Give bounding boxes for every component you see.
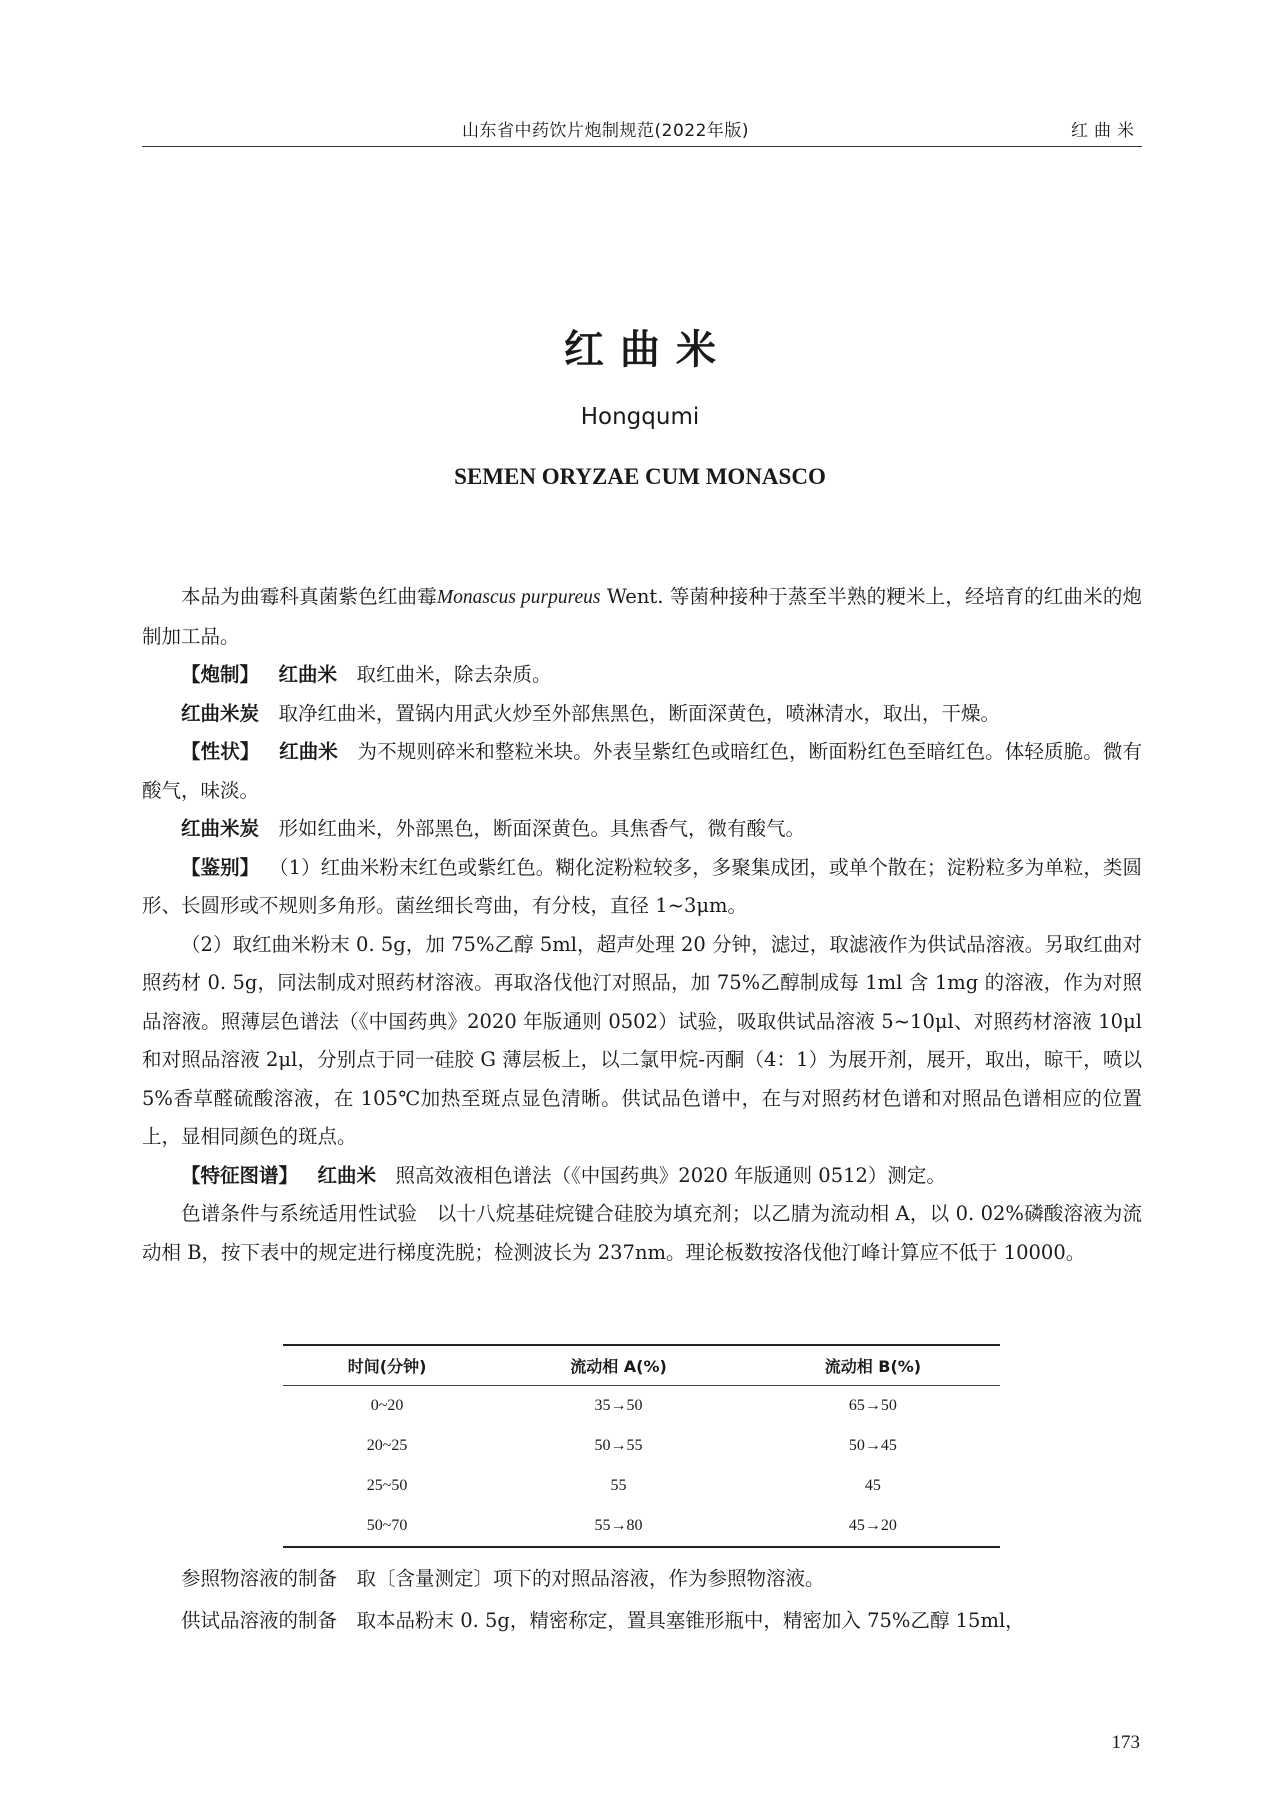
processing-charcoal-paragraph: 红曲米炭 取净红曲米，置锅内用武火炒至外部焦黑色，断面深黄色，喷淋清水，取出，干燥。 — [181, 701, 1001, 725]
section-heading: 【炮制】 — [181, 663, 260, 686]
table-row — [283, 1466, 1000, 1506]
section-heading: 【鉴别】 — [181, 855, 260, 879]
sample-prep-paragraph: 供试品溶液的制备 取本品粉末 0. 5g，精密称定，置具塞锥形瓶中，精密加入 75%乙醇 15ml， — [181, 1609, 1025, 1632]
table-cell: 55 — [610, 1477, 627, 1494]
entry-name: 红曲米 — [1071, 121, 1140, 141]
subheading: 红曲米炭 — [181, 817, 260, 840]
reference-prep-paragraph: 参照物溶液的制备 取〔含量测定〕项下的对照品溶液，作为参照物溶液。 — [181, 1567, 825, 1590]
subheading: 红曲米 — [317, 1163, 377, 1187]
table-cell: 50→55 — [594, 1437, 643, 1454]
post-table-text — [142, 1558, 1142, 1642]
table-cell: 65→50 — [848, 1397, 897, 1414]
table-row — [283, 1506, 1000, 1547]
pinyin-name: Hongqumi — [580, 404, 700, 430]
subheading: 参照物溶液的制备 — [181, 1567, 338, 1590]
table-cell: 25~50 — [366, 1477, 408, 1494]
table-cell: 0~20 — [370, 1397, 404, 1414]
description-paragraph: 【性状】 红曲米 为不规则碎米和整粒米块。外表呈紫红色或暗红色，断面粉红色至暗红色。体轻质脆。微有酸气，味淡。 — [142, 740, 1142, 802]
species-name: Monascus purpureus — [436, 587, 601, 608]
subheading: 红曲米 — [278, 663, 338, 686]
table-cell: 50→45 — [848, 1437, 897, 1454]
subheading: 供试品溶液的制备 — [181, 1609, 338, 1632]
table-cell: 20~25 — [366, 1437, 408, 1454]
running-header — [142, 112, 1142, 147]
gradient-table — [283, 1344, 1000, 1548]
subheading: 红曲米 — [278, 740, 338, 763]
page-number: 173 — [1111, 1732, 1140, 1753]
column-header: 流动相 B(%) — [746, 1345, 1000, 1386]
identification-paragraph-1: 【鉴别】 （1）红曲米粉末红色或紫红色。糊化淀粉粒较多，多聚集成团，或单个散在；淀粉粒多为单粒，类圆形、长圆形或不规则多角形。菌丝细长弯曲，有分枝，直径 1~3μm。 — [142, 855, 1142, 917]
table-cell: 50~70 — [366, 1517, 408, 1534]
page-title: 红曲米 — [564, 327, 732, 373]
table-row — [283, 1426, 1000, 1466]
table-cell: 45→20 — [848, 1517, 897, 1534]
table-header-row — [283, 1345, 1000, 1386]
subheading: 色谱条件与系统适用性试验 — [181, 1202, 418, 1225]
table-cell: 35→50 — [594, 1397, 643, 1414]
section-heading: 【特征图谱】 — [181, 1163, 299, 1187]
intro-paragraph: 本品为曲霉科真菌紫色红曲霉Monascus purpureus Went. 等菌种接种于蒸至半熟的粳米上，经培育的红曲米的炮制加工品。 — [142, 585, 1142, 648]
column-header: 时间(分钟) — [283, 1345, 491, 1386]
subheading: 红曲米炭 — [181, 701, 260, 725]
chromatography-conditions-paragraph: 色谱条件与系统适用性试验 以十八烷基硅烷键合硅胶为填充剂；以乙腈为流动相 A，以 0. 02%磷酸溶液为流动相 B，按下表中的规定进行梯度洗脱；检测波长为 237nm。理论板数按洛伐他汀峰计算应不低于 10000。 — [142, 1202, 1142, 1264]
section-heading: 【性状】 — [181, 740, 260, 763]
table-cell: 45 — [864, 1477, 881, 1494]
table-row — [283, 1386, 1000, 1427]
fingerprint-paragraph: 【特征图谱】 红曲米 照高效液相色谱法（《中国药典》2020 年版通则 0512）测定。 — [181, 1163, 946, 1187]
processing-paragraph: 【炮制】 红曲米 取红曲米，除去杂质。 — [181, 663, 552, 686]
table-cell: 55→80 — [594, 1517, 643, 1534]
monograph-body — [142, 578, 1142, 1272]
identification-paragraph-2: （2）取红曲米粉末 0. 5g，加 75%乙醇 5ml，超声处理 20 分钟，滤过，取滤液作为供试品溶液。另取红曲对照药材 0. 5g，同法制成对照药材溶液。再取洛伐他汀对照品，加 75%乙醇制成每 1ml 含 1mg 的溶液，作为对照品溶液。照薄层色谱法（《中国药典》2020 年版通则 0502）试验，吸取供试品溶液 5~10μl、对照药材溶液 10μl 和对照品溶液 2μl，分别点于同一硅胶 G 薄层板上，以二氯甲烷-丙酮（4：1）为展开剂，展开，取出，晾干，喷以 5%香草醛硫酸溶液，在 105℃加热至斑点显色清晰。供试品色谱中，在与对照药材色谱和对照品色谱相应的位置上，显相同颜色的斑点。 — [142, 932, 1142, 1148]
column-header: 流动相 A(%) — [491, 1345, 746, 1386]
description-charcoal-paragraph: 红曲米炭 形如红曲米，外部黑色，断面深黄色。具焦香气，微有酸气。 — [181, 817, 806, 840]
book-title: 山东省中药饮片炮制规范(2022年版) — [462, 121, 750, 141]
latin-name: SEMEN ORYZAE CUM MONASCO — [454, 464, 826, 489]
